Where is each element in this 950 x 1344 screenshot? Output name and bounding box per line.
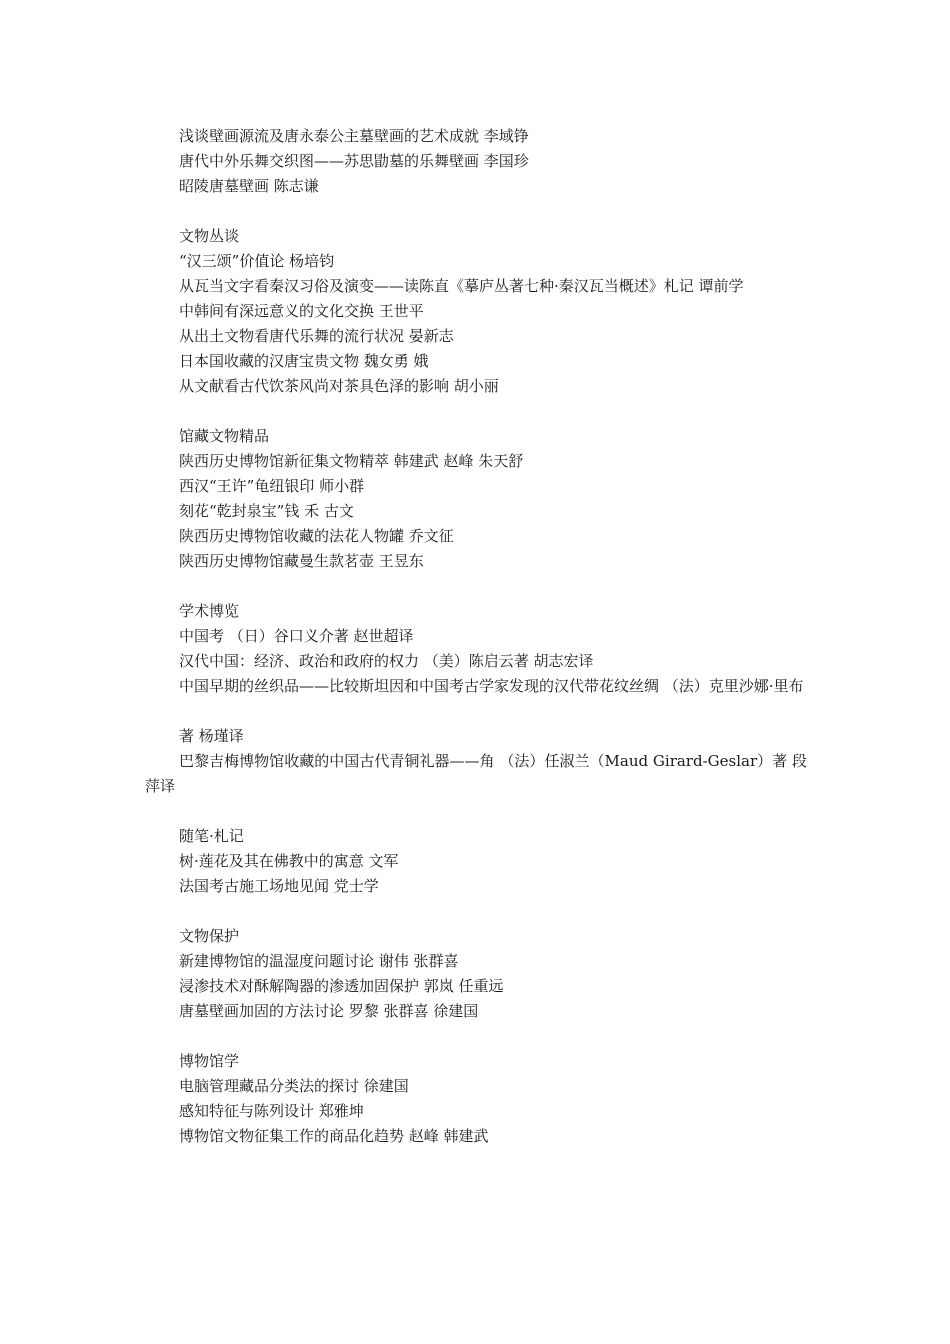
toc-entry: 日本国收藏的汉唐宝贵文物 魏女勇 娥 [179, 352, 429, 370]
toc-entry: 汉代中国：经济、政治和政府的权力 （美）陈启云著 胡志宏译 [179, 652, 594, 670]
toc-entry: 中国早期的丝织品——比较斯坦因和中国考古学家发现的汉代带花纹丝绸 （法）克里沙娜·里布 [179, 677, 804, 695]
section-heading: 文物丛谈 [179, 227, 240, 245]
toc-entry: “汉三颂”价值论 杨培钧 [179, 252, 335, 270]
blank-line [145, 199, 807, 224]
toc-entry: 陕西历史博物馆收藏的法花人物罐 乔文征 [179, 527, 454, 545]
toc-entry: 中韩间有深远意义的文化交换 王世平 [179, 302, 424, 320]
section-heading: 学术博览 [179, 602, 240, 620]
toc-entry: 著 杨瑾译 [179, 727, 244, 745]
toc-entry: 巴黎吉梅博物馆收藏的中国古代青铜礼器——角 （法）任淑兰（Maud Girard-Geslar）著 段萍译 [145, 752, 807, 795]
toc-entry: 树·莲花及其在佛教中的寓意 文军 [179, 852, 399, 870]
section-heading: 文物保护 [179, 927, 240, 945]
toc-entry: 唐代中外乐舞交织图——苏思勖墓的乐舞壁画 李国珍 [179, 152, 529, 170]
blank-line [145, 799, 807, 824]
blank-line [145, 574, 807, 599]
section-heading: 博物馆学 [179, 1052, 240, 1070]
toc-entry: 浸渗技术对酥解陶器的渗透加固保护 郭岚 任重远 [179, 977, 504, 995]
blank-line [145, 1024, 807, 1049]
toc-entry: 唐墓壁画加固的方法讨论 罗黎 张群喜 徐建国 [179, 1002, 479, 1020]
toc-entry: 从瓦当文字看秦汉习俗及演变——读陈直《摹庐丛著七种·秦汉瓦当概述》札记 谭前学 [179, 277, 744, 295]
toc-entry: 陕西历史博物馆藏曼生款茗壶 王昱东 [179, 552, 424, 570]
blank-line [145, 699, 807, 724]
toc-entry: 新建博物馆的温湿度问题讨论 谢伟 张群喜 [179, 952, 459, 970]
toc-entry: 从出土文物看唐代乐舞的流行状况 晏新志 [179, 327, 454, 345]
toc-entry: 中国考 （日）谷口义介著 赵世超译 [179, 627, 414, 645]
toc-entry: 法国考古施工场地见闻 党士学 [179, 877, 379, 895]
toc-entry: 昭陵唐墓壁画 陈志谦 [179, 177, 319, 195]
toc-entry: 从文献看古代饮茶风尚对茶具色泽的影响 胡小丽 [179, 377, 499, 395]
toc-entry: 感知特征与陈列设计 郑雅坤 [179, 1102, 364, 1120]
section-heading: 馆藏文物精品 [179, 427, 270, 445]
blank-line [145, 899, 807, 924]
toc-entry: 刻花“乾封泉宝”钱 禾 古文 [179, 502, 354, 520]
document-page [145, 124, 807, 1149]
toc-entry: 浅谈壁画源流及唐永泰公主墓壁画的艺术成就 李域铮 [179, 127, 529, 145]
toc-entry: 博物馆文物征集工作的商品化趋势 赵峰 韩建武 [179, 1127, 489, 1145]
toc-entry: 西汉“王许”龟纽银印 师小群 [179, 477, 365, 495]
toc-entry: 陕西历史博物馆新征集文物精萃 韩建武 赵峰 朱天舒 [179, 452, 524, 470]
section-heading: 随笔·札记 [179, 827, 244, 845]
blank-line [145, 399, 807, 424]
toc-entry: 电脑管理藏品分类法的探讨 徐建国 [179, 1077, 409, 1095]
